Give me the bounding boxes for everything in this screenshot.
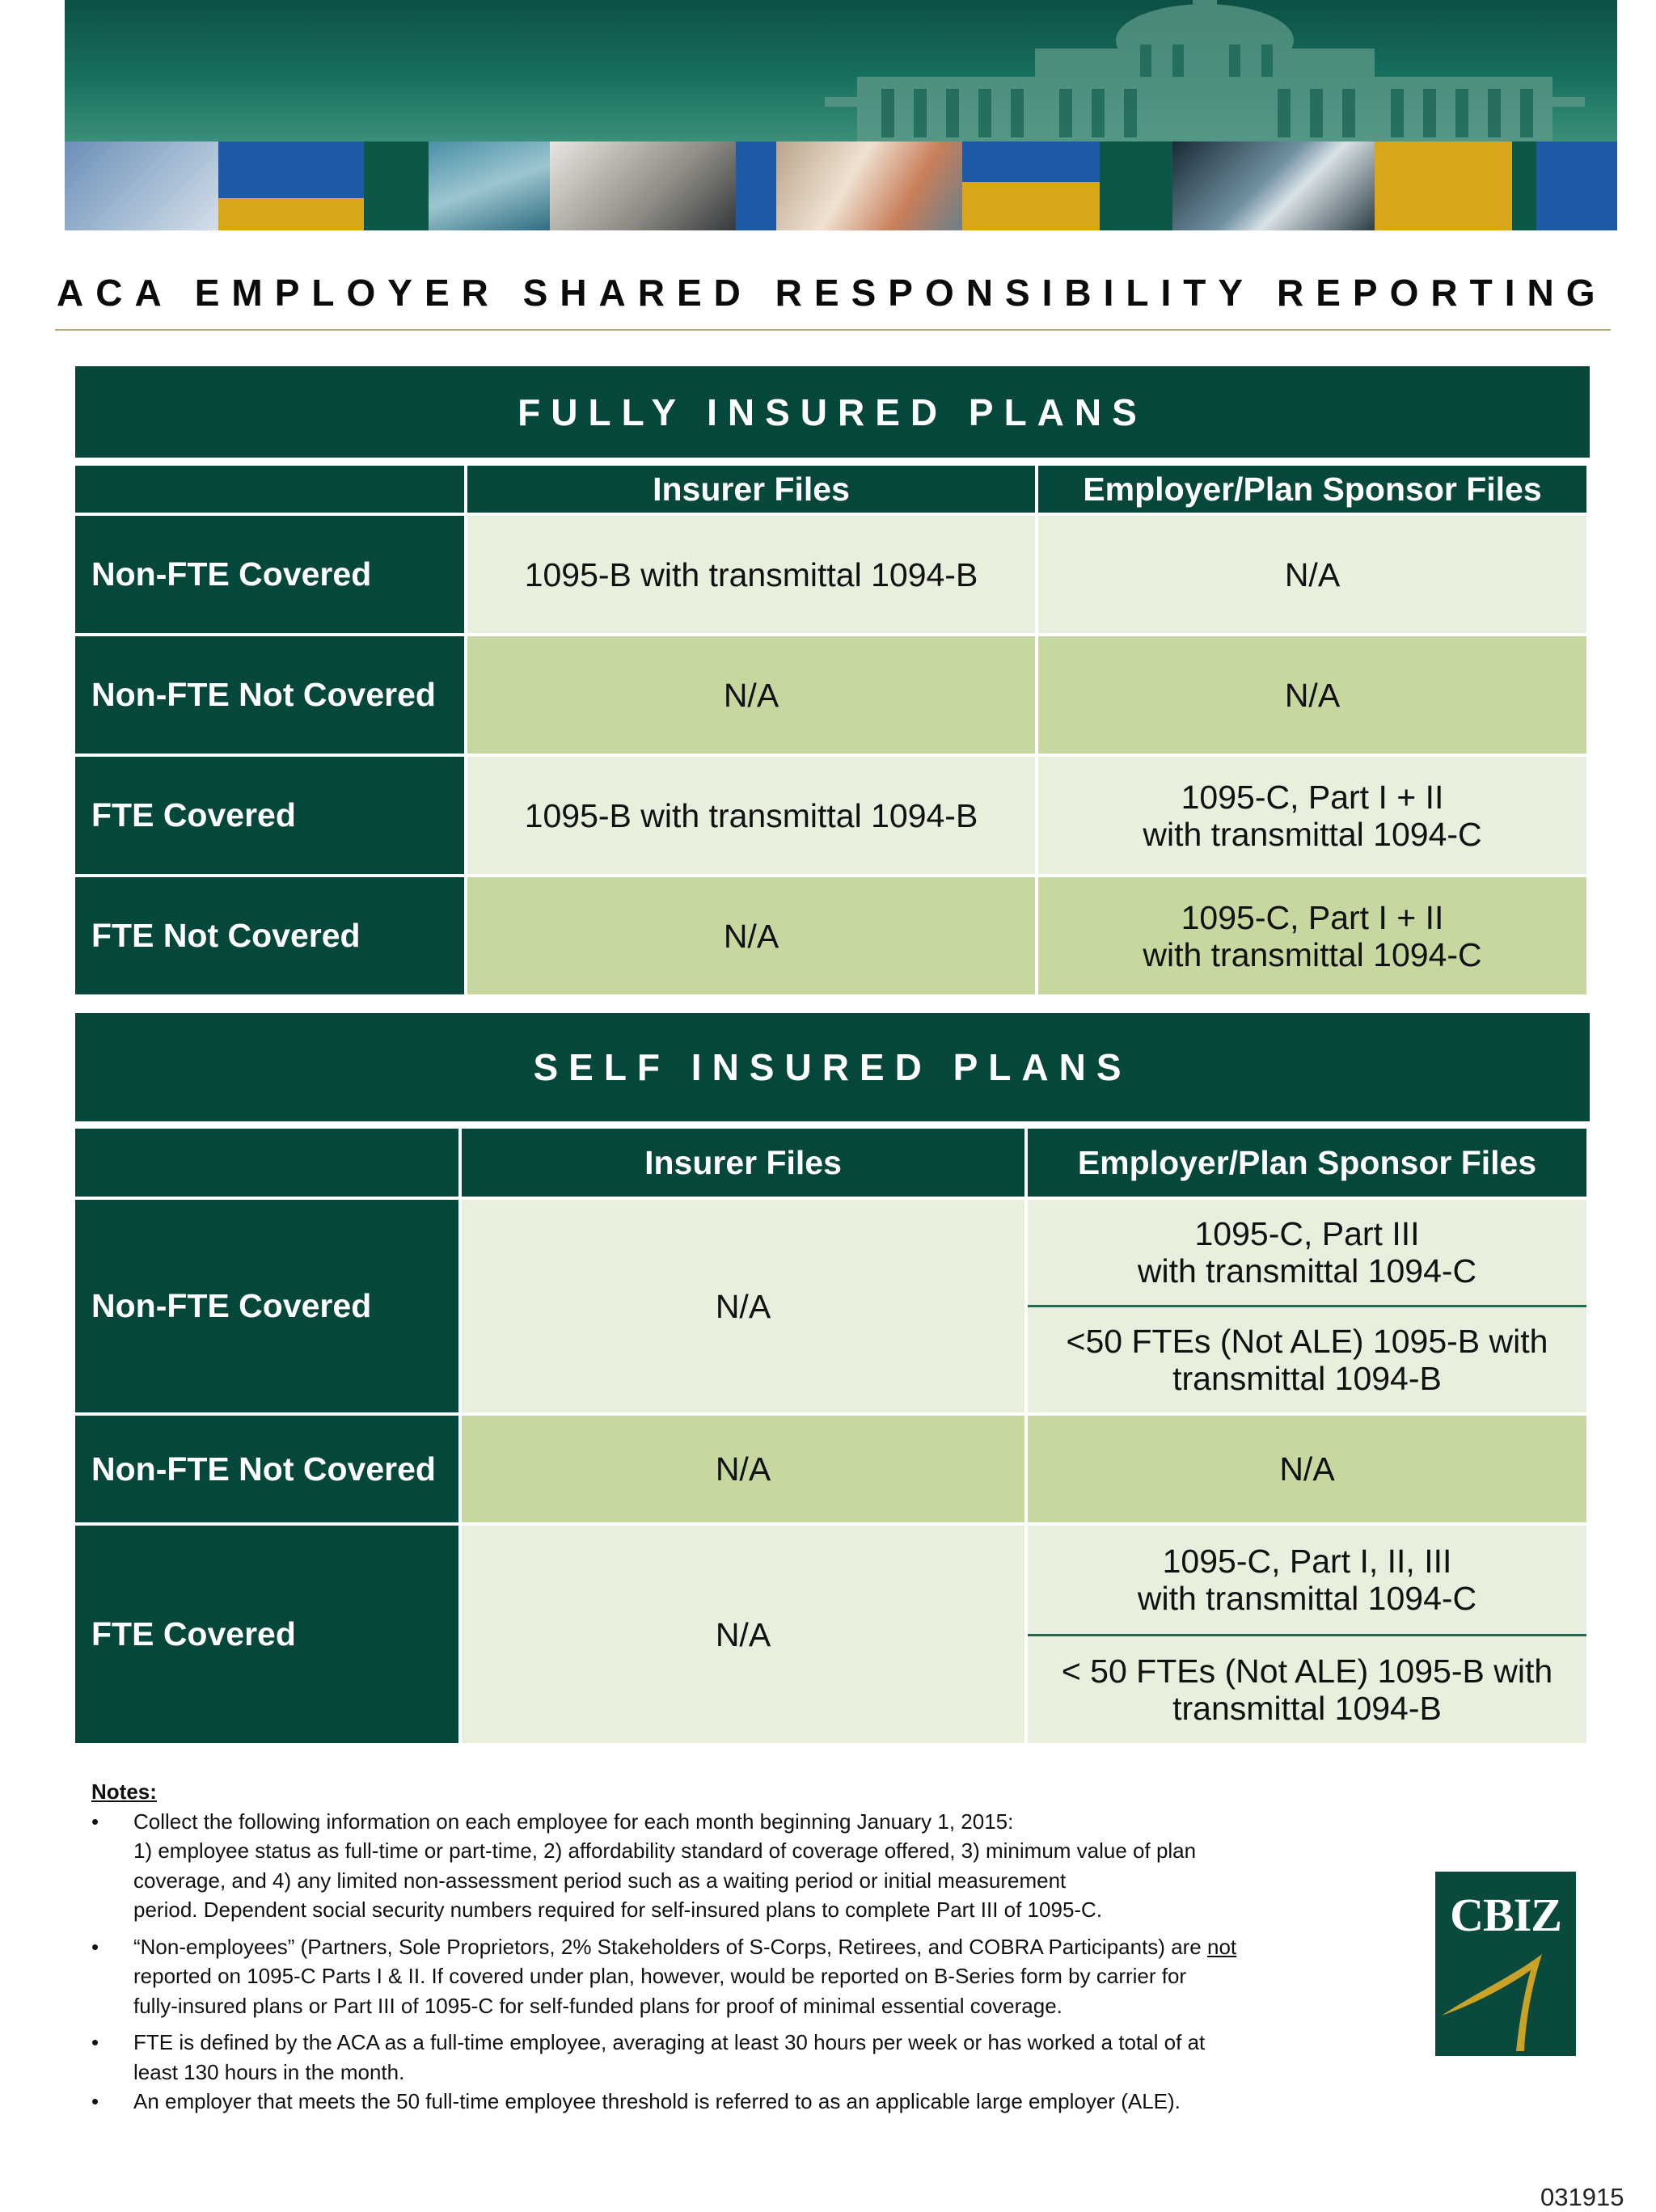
insurer-cell: 1095-B with transmittal 1094-B <box>467 757 1038 877</box>
row-label: Non-FTE Not Covered <box>75 1416 462 1526</box>
row-label: FTE Covered <box>75 757 467 877</box>
building-photo <box>429 141 550 230</box>
row-label: Non-FTE Covered <box>75 516 467 636</box>
logo-text: CBIZ <box>1450 1889 1561 1941</box>
capitol-building-icon <box>792 0 1617 141</box>
bullet-icon: • <box>91 2030 99 2054</box>
note-line: Collect the following information on each employee for each month beginning January 1, 2015: <box>133 1809 1014 1834</box>
note-line: reported on 1095-C Parts I & II. If covered under plan, however, would be reported on B-Series form by carrier for <box>133 1964 1187 1988</box>
row-label: FTE Covered <box>75 1526 462 1746</box>
note-line: fully-insured plans or Part III of 1095-C for self-funded plans for proof of minimal essential coverage. <box>133 1993 1062 2018</box>
insurer-cell: N/A <box>467 877 1038 998</box>
employer-cell <box>1038 877 1590 998</box>
note-line: period. Dependent social security numbers required for self-insured plans to complete Part III of 1095-C. <box>133 1898 1103 1922</box>
employer-subcell-1095c <box>1028 1200 1586 1305</box>
row-label: Non-FTE Covered <box>75 1200 462 1416</box>
header-empty-cell <box>75 466 467 516</box>
banner-green-tile <box>1512 141 1536 230</box>
employer-subcell-1095c <box>1028 1526 1586 1634</box>
note-line: 1) employee status as full-time or part-time, 2) affordability standard of coverage offered, 3) minimum value of plan <box>133 1838 1197 1863</box>
table-row <box>75 1200 1590 1416</box>
employer-subcell-line-2: with transmittal 1094-C <box>1137 1580 1477 1617</box>
employer-cell <box>1028 1200 1590 1416</box>
insurer-cell: N/A <box>462 1416 1028 1526</box>
row-label: FTE Not Covered <box>75 877 467 998</box>
insurer-cell: N/A <box>467 636 1038 757</box>
note-line <box>133 1932 1304 1962</box>
employer-cell-line-1: 1095-C, Part I + II <box>1181 898 1444 936</box>
employer-cell-line-1: 1095-C, Part I + II <box>1181 778 1444 816</box>
banner-blue-tile <box>1536 141 1617 230</box>
title-divider <box>55 329 1611 331</box>
notes-title: Notes: <box>91 1779 157 1804</box>
employer-subcell-line-1: 1095-C, Part I, II, III <box>1162 1543 1452 1580</box>
employer-cell-line-2: with transmittal 1094-C <box>1143 935 1482 973</box>
stethoscope-photo <box>1172 141 1375 230</box>
note-line: least 130 hours in the month. <box>133 2059 405 2084</box>
notes-list <box>91 1807 1304 2117</box>
employer-cell: N/A <box>1038 636 1590 757</box>
note-item <box>91 1807 1304 1925</box>
document-code: 031915 <box>1540 2183 1624 2211</box>
employer-subcell-1095b <box>1028 1634 1586 1743</box>
note-line: FTE is defined by the ACA as a full-time employee, averaging at least 30 hours per week or has worked a total of at <box>133 2030 1206 2054</box>
note-item <box>91 1932 1304 2021</box>
people-photo <box>776 141 962 230</box>
note-item <box>91 2028 1304 2087</box>
insurer-files-header: Insurer Files <box>467 466 1038 516</box>
page-title: ACA EMPLOYER SHARED RESPONSIBILITY REPORTING <box>57 272 1607 314</box>
employer-subcell-line-1: <50 FTEs (Not ALE) 1095-B with <box>1066 1323 1548 1360</box>
employer-cell: N/A <box>1028 1416 1590 1526</box>
note-line: An employer that meets the 50 full-time employee threshold is referred to as an applicable large employer (ALE). <box>133 2089 1181 2113</box>
cbiz-swoosh-icon <box>1435 1872 1576 2056</box>
employer-cell: N/A <box>1038 516 1590 636</box>
banner-green-tile <box>1100 141 1172 230</box>
employer-subcell-line-1: < 50 FTEs (Not ALE) 1095-B with <box>1061 1653 1553 1690</box>
employer-files-header: Employer/Plan Sponsor Files <box>1028 1129 1590 1200</box>
table-row <box>75 516 1590 636</box>
employer-subcell-1095b <box>1028 1305 1586 1412</box>
note-text: “Non-employees” (Partners, Sole Proprietors, 2% Stakeholders of S-Corps, Retirees, and COBRA Participants) are <box>133 1934 1207 1959</box>
fully-insured-table <box>75 466 1590 998</box>
bullet-icon: • <box>91 2089 99 2113</box>
cbiz-logo <box>1435 1872 1576 2056</box>
handshake-photo <box>550 141 736 230</box>
note-emphasis: not <box>1207 1934 1237 1959</box>
employer-subcell-line-2: transmittal 1094-B <box>1172 1690 1442 1727</box>
employer-cell <box>1028 1526 1590 1746</box>
employer-cell <box>1038 757 1590 877</box>
bullet-icon: • <box>91 1809 99 1834</box>
banner-blue-tile <box>736 141 776 230</box>
table-header-row <box>75 1129 1590 1200</box>
header-empty-cell <box>75 1129 462 1200</box>
banner-photo-strip <box>65 141 1617 230</box>
insurer-cell: N/A <box>462 1526 1028 1746</box>
self-insured-heading: SELF INSURED PLANS <box>75 1013 1590 1121</box>
header-banner <box>65 0 1617 230</box>
table-row <box>75 1526 1590 1746</box>
banner-gold-tile <box>218 198 364 230</box>
banner-green-tile <box>364 141 429 230</box>
employer-files-header: Employer/Plan Sponsor Files <box>1038 466 1590 516</box>
fully-insured-heading: FULLY INSURED PLANS <box>75 366 1590 458</box>
notes-section <box>91 1777 1304 2124</box>
table-row <box>75 757 1590 877</box>
employer-subcell-line-1: 1095-C, Part III <box>1194 1215 1420 1252</box>
table-row <box>75 636 1590 757</box>
document-photo <box>65 141 218 230</box>
employer-subcell-line-2: transmittal 1094-B <box>1172 1360 1442 1397</box>
self-insured-table <box>75 1129 1590 1746</box>
employer-subcell-line-2: with transmittal 1094-C <box>1137 1252 1477 1290</box>
table-header-row <box>75 466 1590 516</box>
note-item <box>91 2087 1304 2117</box>
banner-gold-tile <box>962 182 1100 230</box>
employer-cell-line-2: with transmittal 1094-C <box>1143 815 1482 853</box>
insurer-cell: N/A <box>462 1200 1028 1416</box>
banner-gold-tile <box>1375 141 1512 230</box>
table-row <box>75 877 1590 998</box>
insurer-cell: 1095-B with transmittal 1094-B <box>467 516 1038 636</box>
row-label: Non-FTE Not Covered <box>75 636 467 757</box>
insurer-files-header: Insurer Files <box>462 1129 1028 1200</box>
table-row <box>75 1416 1590 1526</box>
bullet-icon: • <box>91 1934 99 1959</box>
note-line: coverage, and 4) any limited non-assessment period such as a waiting period or initial measurement <box>133 1868 1067 1893</box>
